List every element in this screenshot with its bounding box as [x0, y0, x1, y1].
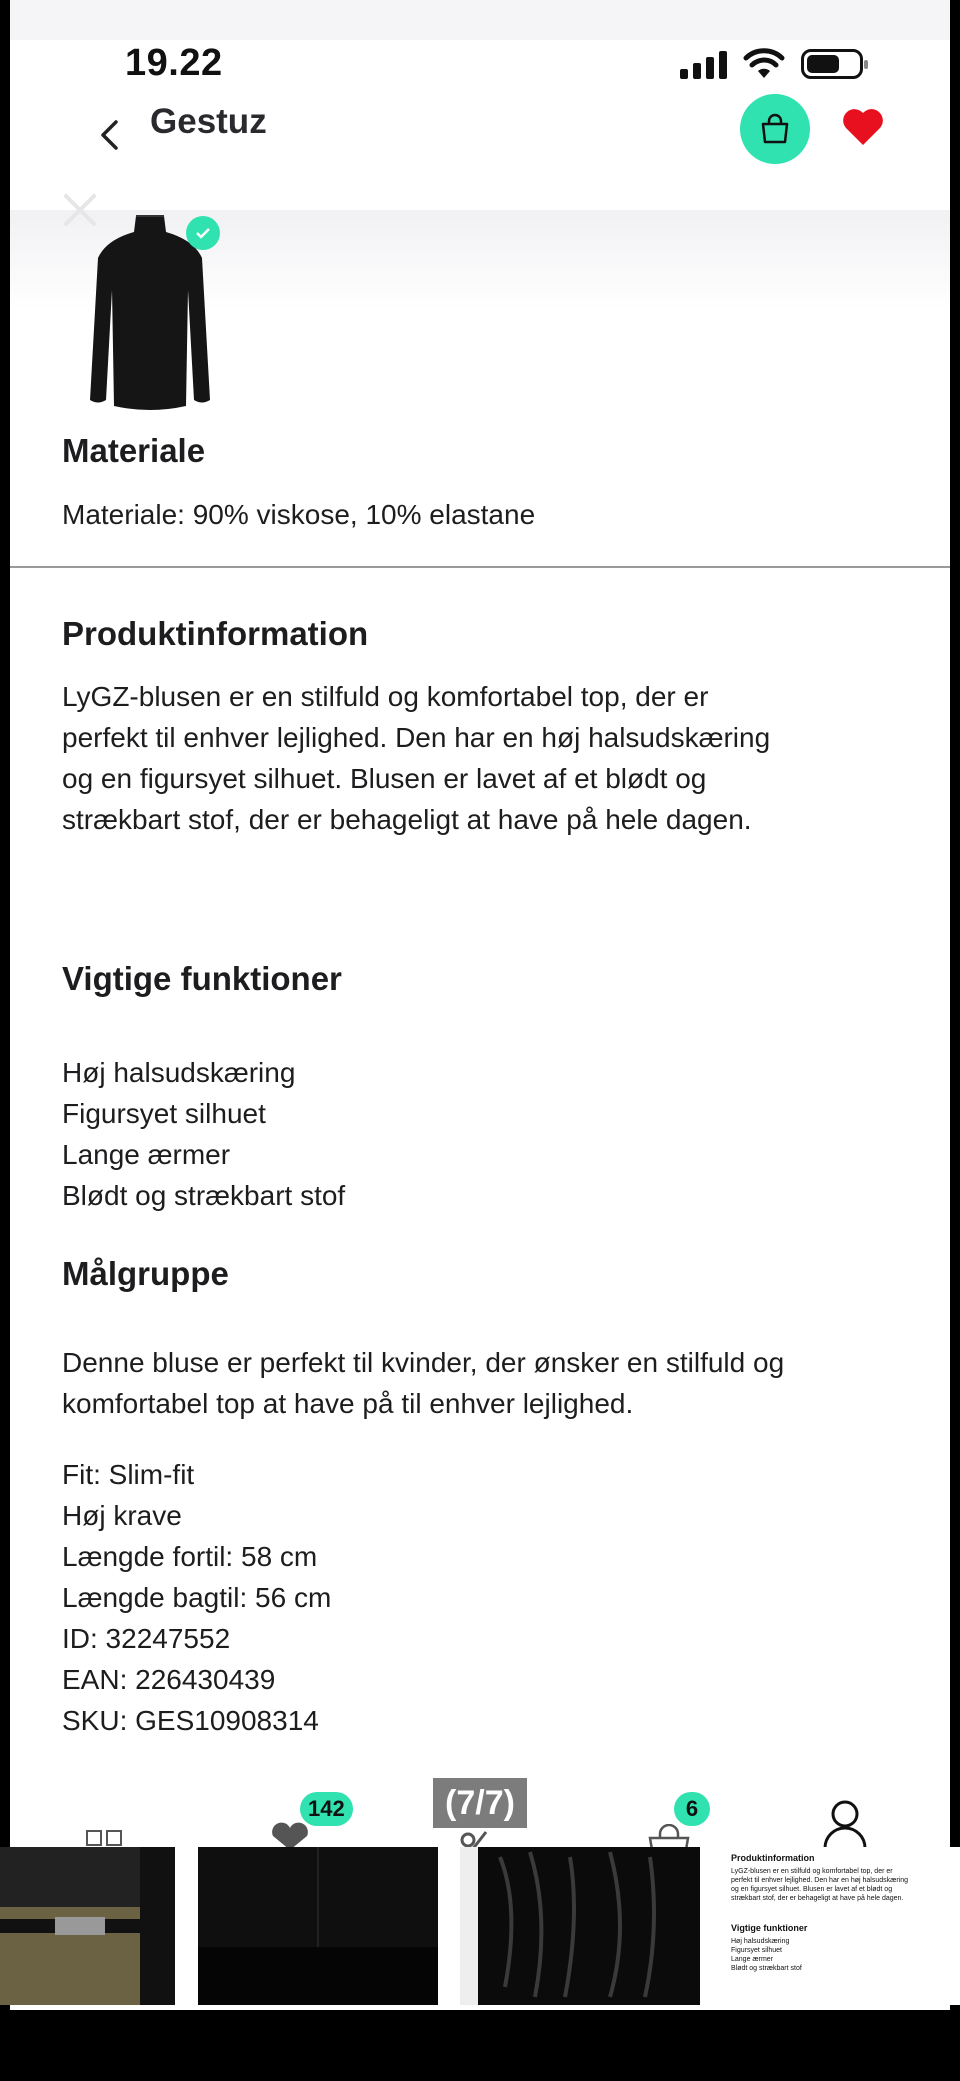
gallery-image-3[interactable]: [460, 1847, 700, 2005]
detail-sku: SKU: GES10908314: [62, 1705, 319, 1736]
shopping-bag-button[interactable]: [740, 94, 810, 164]
product-info-line: LyGZ-blusen er en stilfuld og komfortabel top, der er: [62, 681, 709, 712]
top-navigation: [10, 90, 950, 210]
mini-line: Blødt og strækbart stof: [731, 1965, 802, 1972]
gallery-photo-ruched-detail: [460, 1847, 700, 2005]
brand-title: Gestuz: [150, 102, 267, 141]
divider: [10, 566, 950, 568]
gallery-image-1[interactable]: [0, 1847, 175, 2005]
status-bar-background: [10, 0, 950, 40]
status-time: 19.22: [125, 42, 223, 84]
target-line: Denne bluse er perfekt til kvinder, der ønsker en stilfuld og: [62, 1347, 785, 1378]
cellular-signal-icon: [680, 49, 727, 79]
mini-line: Lange ærmer: [731, 1956, 774, 1963]
feature-item: Lange ærmer: [62, 1139, 231, 1170]
tab-profile-icon[interactable]: [822, 1798, 868, 1850]
product-info-heading: Produktinformation: [62, 615, 369, 652]
detail-fit: Fit: Slim-fit: [62, 1459, 195, 1490]
back-chevron-icon[interactable]: [90, 110, 130, 160]
feature-item: Høj halsudskæring: [62, 1057, 296, 1088]
mini-line: Høj halsudskæring: [731, 1938, 790, 1945]
favorite-heart-icon[interactable]: [840, 104, 886, 150]
gallery-photo-back: [198, 1847, 438, 2005]
detail-id: ID: 32247552: [62, 1623, 231, 1654]
gallery-image-text-preview[interactable]: [721, 1847, 960, 2005]
mini-line: perfekt til enhver lejlighed. Den har en høj halsudskæring: [731, 1877, 909, 1884]
mini-line: Figursyet silhuet: [731, 1947, 782, 1954]
detail-ean: EAN: 226430439: [62, 1664, 276, 1695]
feature-item: Blødt og strækbart stof: [62, 1180, 346, 1211]
material-heading: Materiale: [62, 432, 206, 469]
selected-check-icon: [186, 216, 220, 250]
gallery-image-2[interactable]: [198, 1847, 438, 2005]
mini-heading-product-info: Produktinformation: [731, 1853, 815, 1863]
product-info-text: [62, 676, 770, 840]
detail-collar: Høj krave: [62, 1500, 182, 1531]
features-list: [62, 1052, 345, 1216]
product-info-line: og en figursyet silhuet. Blusen er lavet af et blødt og: [62, 763, 707, 794]
target-line: komfortabel top at have på til enhver lejlighed.: [62, 1388, 634, 1419]
target-group-text: [62, 1342, 784, 1424]
battery-icon: [801, 49, 863, 79]
wifi-icon: [743, 48, 785, 80]
detail-back-length: Længde bagtil: 56 cm: [62, 1582, 332, 1613]
tab-favorites-icon[interactable]: [265, 1822, 315, 1850]
mini-heading-features: Vigtige funktioner: [731, 1923, 808, 1933]
detail-front-length: Længde fortil: 58 cm: [62, 1541, 318, 1572]
favorites-count-badge: 142: [300, 1792, 353, 1826]
product-details: [62, 1454, 331, 1741]
gallery-photo-trousers: [0, 1847, 175, 2005]
features-heading: Vigtige funktioner: [62, 960, 342, 997]
cart-count-badge: 6: [674, 1792, 710, 1826]
target-group-heading: Målgruppe: [62, 1255, 229, 1292]
material-text: Materiale: 90% viskose, 10% elastane: [62, 499, 536, 530]
status-icons: [680, 48, 863, 80]
mini-line: LyGZ-blusen er en stilfuld og komfortabel top, der er: [731, 1868, 893, 1875]
product-info-line: strækbart stof, der er behageligt at have på hele dagen.: [62, 804, 752, 835]
phone-screen: [10, 0, 950, 2010]
shopping-bag-icon: [758, 112, 792, 146]
tab-home-icon[interactable]: [85, 1828, 125, 1848]
product-info-line: perfekt til enhver lejlighed. Den har en høj halsudskæring: [62, 722, 771, 753]
mini-line: og en figursyet silhuet. Blusen er lavet af et blødt og: [731, 1886, 893, 1893]
gallery-counter: (7/7): [433, 1778, 527, 1828]
feature-item: Figursyet silhuet: [62, 1098, 266, 1129]
mini-line: strækbart stof, der er behageligt at have på hele dagen.: [731, 1895, 904, 1902]
